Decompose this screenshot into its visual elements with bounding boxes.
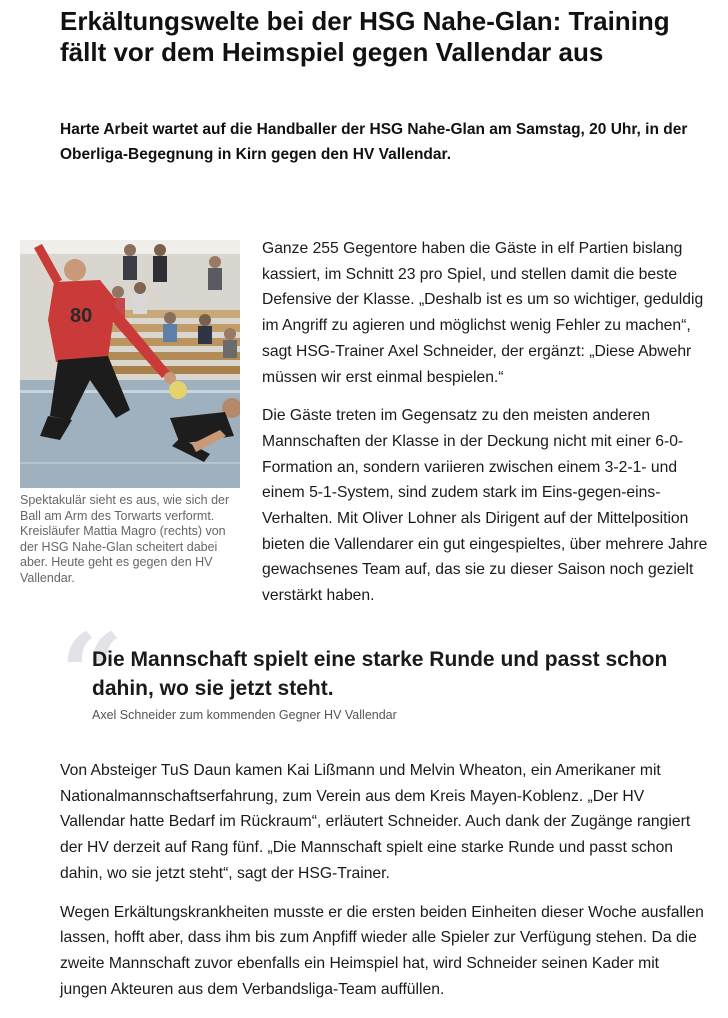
article-headline: Erkältungswelte bei der HSG Nahe-Glan: Training fällt vor dem Heimspiel gegen Vallendar aus — [60, 6, 670, 67]
paragraph: Die Gäste treten im Gegensatz zu den meisten anderen Mannschaften der Klasse in der Deckung nicht mit einer 6-0-Formation an, sondern variieren zwischen einem 3-2-1- und einem 5-1-System, sind zudem stark im Eins-gegen-eins-Verhalten. Mit Oliver Lohner als Dirigent auf der Mittelposition bieten die Vallendarer ein gut eingespieltes, über mehrere Jahre gewachsenes Team auf, das sie zu dieser Saison noch gezielt verstärkt haben. — [262, 407, 708, 605]
quote-attribution: Axel Schneider zum kommenden Gegner HV Vallendar — [92, 708, 397, 722]
paragraph: Von Absteiger TuS Daun kamen Kai Lißmann und Melvin Wheaton, ein Amerikaner mit Nationalmannschaftserfahrung, zum Verein aus dem Kreis Mayen-Koblenz. „Der HV Vallendar hatte Bedarf im Rückraum“, erläutert Schneider. Auch dank der Zugänge rangiert der HV derzeit auf Rang fünf. „Die Mannschaft spielt eine starke Runde und passt schon dahin, wo sie jetzt steht“, sagt der HSG-Trainer. — [60, 762, 691, 882]
pull-quote — [60, 609, 700, 738]
article-figure — [20, 240, 240, 586]
paragraph: Wegen Erkältungskrankheiten musste er die ersten beiden Einheiten dieser Woche ausfallen lassen, hofft aber, dass ihm bis zum Anpfiff wieder alle Spieler zur Verfügung stehen. Da die zweite Mannschaft zuvor ebenfalls ein Heimspiel hat, wird Schneider seinen Kader mit jungen Akteuren aus dem Verbandsliga-Team auffüllen. — [60, 903, 704, 998]
quote-text: Die Mannschaft spielt eine starke Runde und passt schon dahin, wo sie jetzt steht. — [92, 648, 668, 700]
article-lead: Harte Arbeit wartet auf die Handballer der HSG Nahe-Glan am Samstag, 20 Uhr, in der Oberliga-Begegnung in Kirn gegen den HV Vallendar. — [60, 121, 688, 163]
article-body-top — [262, 236, 708, 622]
article-body-bottom — [60, 758, 710, 1015]
photo-caption: Spektakulär sieht es aus, wie sich der Ball am Arm des Torwarts verformt. Kreisläufer Mattia Magro (rechts) von der HSG Nahe-Glan scheitert dabei aber. Heute geht es gegen den HV Vallendar. — [20, 493, 230, 585]
paragraph: Ganze 255 Gegentore haben die Gäste in elf Partien bislang kassiert, im Schnitt 23 pro Spiel, und stellen damit die beste Defensive der Klasse. „Deshalb ist es um so wichtiger, geduldig im Angriff zu agieren und möglichst wenig Fehler zu machen“, sagt HSG-Trainer Axel Schneider, der ergänzt: „Diese Abwehr müssen wir erst einmal bespielen.“ — [262, 240, 704, 386]
handball-photo[interactable] — [20, 240, 240, 488]
jersey-number: 80 — [70, 305, 93, 327]
quote-mark-icon: “ — [60, 609, 124, 738]
